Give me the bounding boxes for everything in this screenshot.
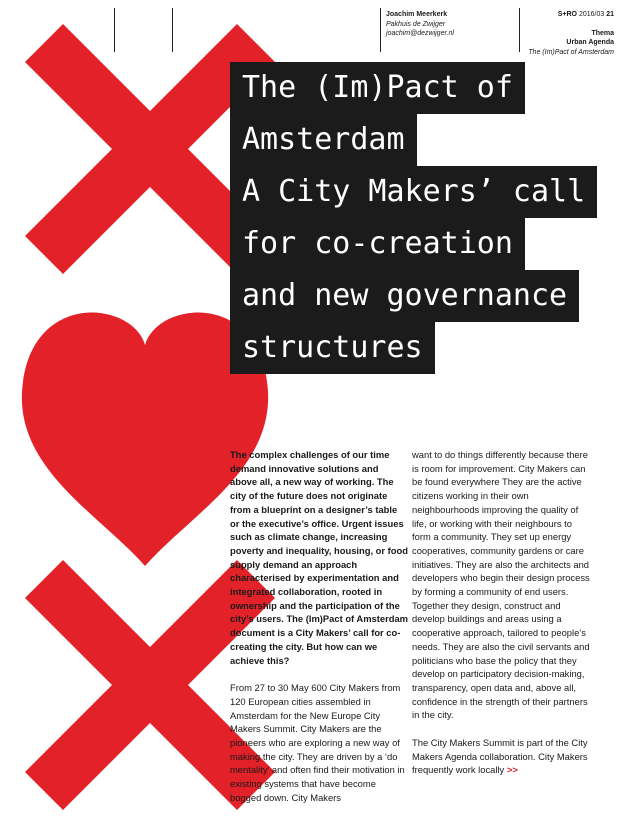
title-line: and new governance bbox=[230, 270, 579, 322]
section-label: Thema bbox=[591, 29, 614, 37]
author-block bbox=[386, 10, 454, 39]
title-line: The (Im)Pact of bbox=[230, 62, 525, 114]
title-line: Amsterdam bbox=[230, 114, 417, 166]
header-rule bbox=[519, 8, 520, 52]
page-title bbox=[230, 62, 622, 374]
body-paragraph-last bbox=[412, 736, 592, 777]
body-column-right bbox=[412, 448, 592, 791]
author-name: Joachim Meerkerk bbox=[386, 11, 448, 18]
header-rule bbox=[172, 8, 173, 52]
issue-number: 2016/03 bbox=[578, 11, 605, 18]
subsection-label: Urban Agenda bbox=[566, 39, 614, 46]
title-line: A City Makers’ call bbox=[230, 166, 597, 218]
body-paragraph: From 27 to 30 May 600 City Makers from 120 European cities assembled in Amsterdam for the New Europe City Makers Summit. City Makers are the pioneers who are exploring a new way of making the city. They are driven by a ‘do mentality’ and often find their motivation in existing systems that have become bogged down. City Makers bbox=[230, 682, 405, 803]
header-rule bbox=[114, 8, 115, 52]
author-email: joachim@dezwijger.nl bbox=[386, 30, 454, 37]
running-header bbox=[528, 10, 614, 57]
body-paragraph: want to do things differently because there is room for improvement. City Makers can be found everywhere They are the active citizens working in their own neighbourhoods improving the quality of life, or working with their neighbours to form a community. They set up energy cooperatives, community gardens or care initiatives. They are also the architects and developers who begin their design process by forming a community of end users. Together they design, construct and develop buildings and areas using a cooperative approach, tailored to people’s needs. They are also the civil servants and politicians who base the policy that they develop on participatory decision-making, transparency, open data and, above all, confidence in the strength of their partners in the city. bbox=[412, 449, 590, 721]
title-line: for co-creation bbox=[230, 218, 525, 270]
page-number: 21 bbox=[606, 11, 614, 18]
header-rule bbox=[380, 8, 381, 52]
title-line: structures bbox=[230, 322, 435, 374]
author-org: Pakhuis de Zwijger bbox=[386, 20, 446, 28]
continue-marker: >> bbox=[506, 764, 518, 776]
body-column-left bbox=[230, 448, 408, 819]
journal-line bbox=[528, 10, 614, 20]
body-text: The City Makers Summit is part of the City Makers Agenda collaboration. City Makers frequently work locally bbox=[412, 737, 588, 776]
journal-name: S+RO bbox=[557, 11, 577, 18]
lead-paragraph: The complex challenges of our time demand innovative solutions and above all, a new way of working. The city of the future does not originate from a blueprint on a designer’s table or the executive’s office. Urgent issues such as climate change, increasing poverty and inequality, housing, or food supply demand an approach characterised by experimentation and integrated collaboration, rooted in ownership and the participation of the city’s users. The (Im)Pact of Amsterdam document is a City Makers’ call for co-creating the city. But how can we achieve this? bbox=[230, 449, 409, 666]
running-title: The (Im)Pact of Amsterdam bbox=[528, 48, 614, 56]
